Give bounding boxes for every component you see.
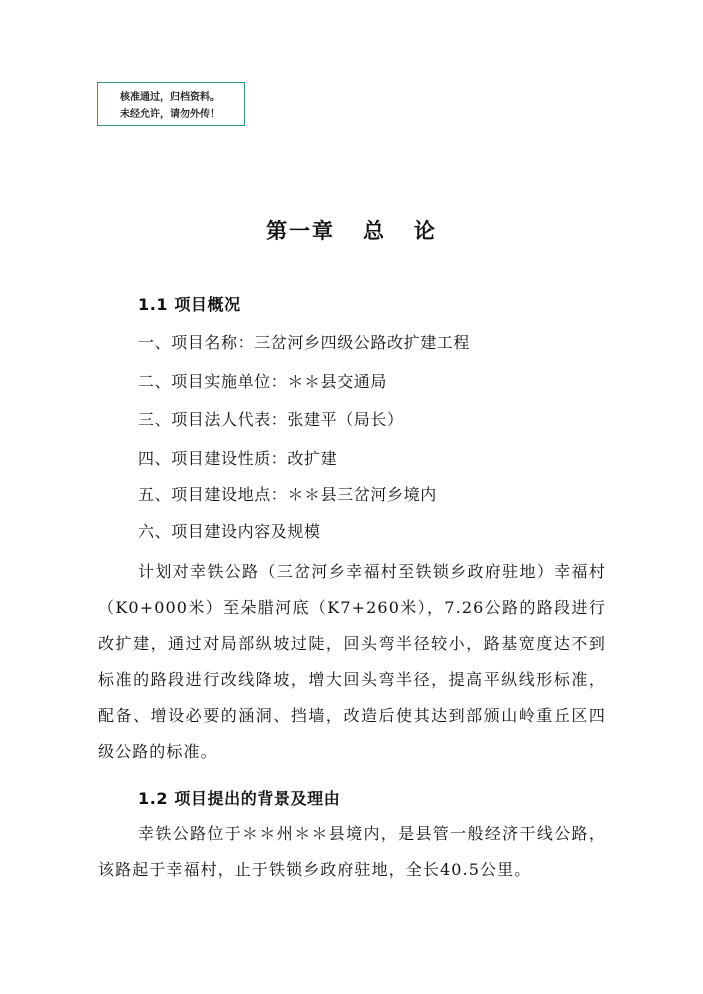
project-item: 一、项目名称：三岔河乡四级公路改扩建工程 xyxy=(138,333,471,352)
section-heading-1-2: 1.2 项目提出的背景及理由 xyxy=(138,789,341,808)
approval-stamp xyxy=(97,82,245,126)
chapter-title: 第一章 总 论 xyxy=(266,219,437,243)
project-item: 四、项目建设性质：改扩建 xyxy=(138,449,338,468)
project-item: 三、项目法人代表：张建平（局长） xyxy=(138,410,404,429)
project-item: 六、项目建设内容及规模 xyxy=(138,522,321,541)
paragraph-scope: 计划对幸铁公路（三岔河乡幸福村至铁锁乡政府驻地）幸福村（K0+000米）至朵腊河底（K7+260米），7.26公路的路段进行改扩建，通过对局部纵坡过陡，回头弯半径较小，路基宽度达不到标准的路段进行改线降坡，增大回头弯半径，提高平纵线形标准，配备、增设必要的涵洞、挡墙，改造后使其达到部颁山岭重丘区四级公路的标准。 xyxy=(98,562,606,761)
paragraph-background: 幸铁公路位于＊＊州＊＊县境内，是县管一般经济干线公路，该路起于幸福村，止于铁锁乡政府驻地，全长40.5公里。 xyxy=(98,824,606,879)
stamp-line-1: 核准通过，归档资料。 xyxy=(120,92,220,103)
section-heading-1-1: 1.1 项目概况 xyxy=(138,295,241,314)
stamp-line-2: 未经允许，请勿外传！ xyxy=(120,109,220,120)
project-item: 二、项目实施单位：＊＊县交通局 xyxy=(138,372,388,391)
project-item: 五、项目建设地点：＊＊县三岔河乡境内 xyxy=(138,485,437,504)
